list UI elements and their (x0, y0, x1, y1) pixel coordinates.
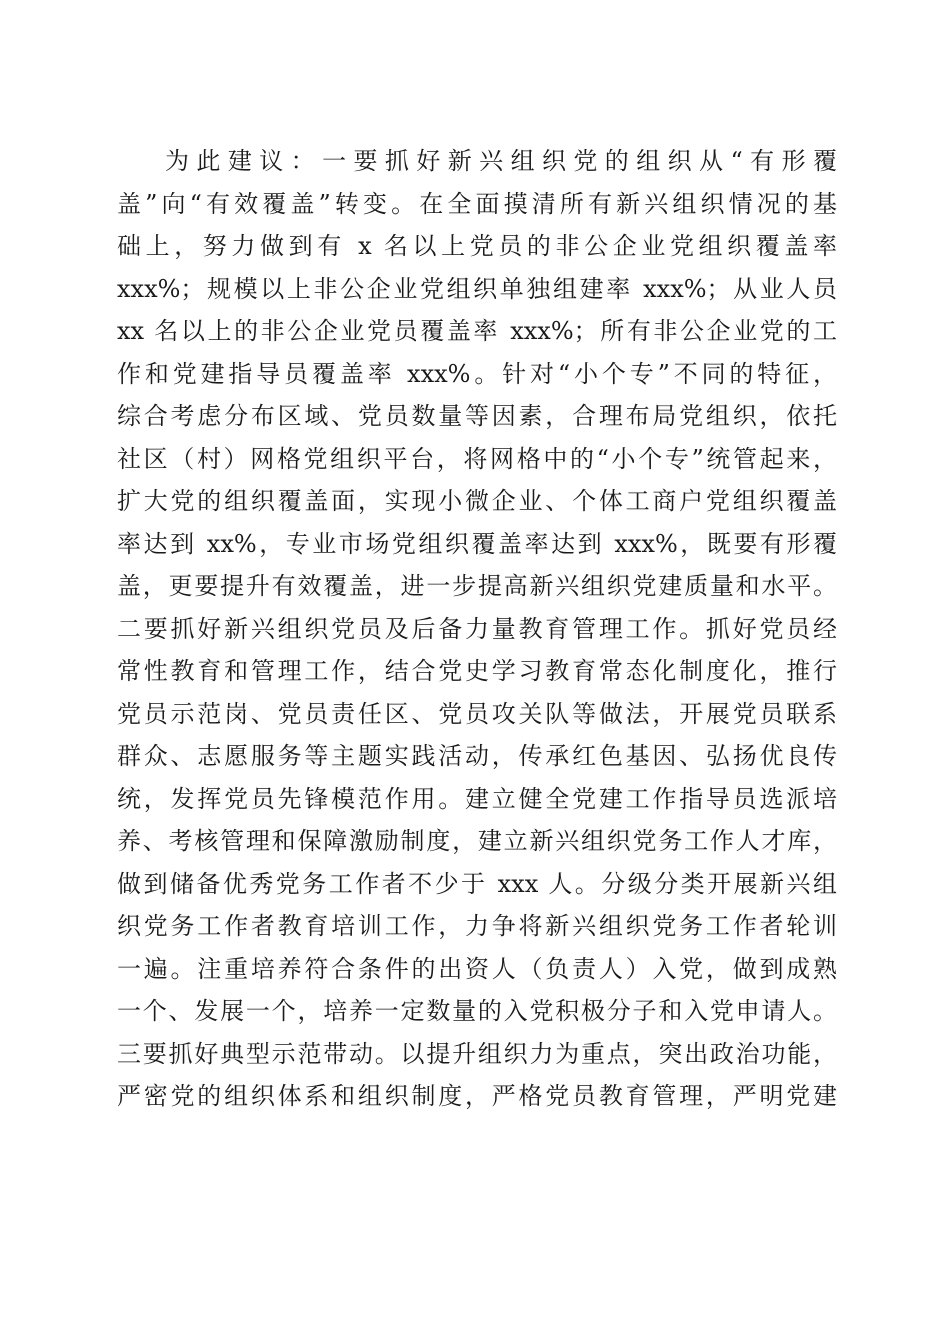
text-line: 党员示范岗、党员责任区、党员攻关队等做法，开展党员联系 (117, 699, 837, 728)
text-line: xxx%；规模以上非公企业党组织单独组建率 xxx%；从业人员 (117, 274, 837, 303)
text-line: 盖”向“有效覆盖”转变。在全面摸清所有新兴组织情况的基 (117, 189, 837, 218)
text-line: 为此建议：一要抓好新兴组织党的组织从“有形覆 (165, 147, 837, 175)
body-paragraph (117, 140, 837, 1118)
text-line: 率达到 xx%，专业市场党组织覆盖率达到 xxx%，既要有形覆 (117, 529, 837, 558)
text-line: 三要抓好典型示范带动。以提升组织力为重点，突出政治功能， (117, 1039, 837, 1068)
text-line: 统，发挥党员先锋模范作用。建立健全党建工作指导员选派培 (117, 784, 837, 813)
text-line: 综合考虑分布区域、党员数量等因素，合理布局党组织，依托 (117, 402, 837, 430)
text-line: 一遍。注重培养符合条件的出资人（负责人）入党，做到成熟 (117, 954, 837, 983)
text-line: 作和党建指导员覆盖率 xxx%。针对“小个专”不同的特征， (117, 359, 837, 388)
text-line: 盖，更要提升有效覆盖，进一步提高新兴组织党建质量和水平。 (117, 572, 837, 600)
text-line: 严密党的组织体系和组织制度，严格党员教育管理，严明党建 (117, 1082, 837, 1110)
text-line: 常性教育和管理工作，结合党史学习教育常态化制度化，推行 (117, 657, 837, 685)
text-line: 群众、志愿服务等主题实践活动，传承红色基因、弘扬优良传 (117, 742, 837, 770)
text-line: 做到储备优秀党务工作者不少于 xxx 人。分级分类开展新兴组 (117, 869, 837, 898)
text-line: 础上，努力做到有 x 名以上党员的非公企业党组织覆盖率 (117, 232, 837, 260)
text-line: 二要抓好新兴组织党员及后备力量教育管理工作。抓好党员经 (117, 614, 837, 643)
text-line: 养、考核管理和保障激励制度，建立新兴组织党务工作人才库， (117, 827, 837, 855)
text-line: xx 名以上的非公企业党员覆盖率 xxx%；所有非公企业党的工 (117, 317, 837, 345)
text-line: 织党务工作者教育培训工作，力争将新兴组织党务工作者轮训 (117, 912, 837, 940)
text-line: 一个、发展一个，培养一定数量的入党积极分子和入党申请人。 (117, 997, 837, 1025)
text-line: 扩大党的组织覆盖面，实现小微企业、个体工商户党组织覆盖 (117, 487, 837, 515)
text-line: 社区（村）网格党组织平台，将网格中的“小个专”统管起来， (117, 444, 837, 473)
